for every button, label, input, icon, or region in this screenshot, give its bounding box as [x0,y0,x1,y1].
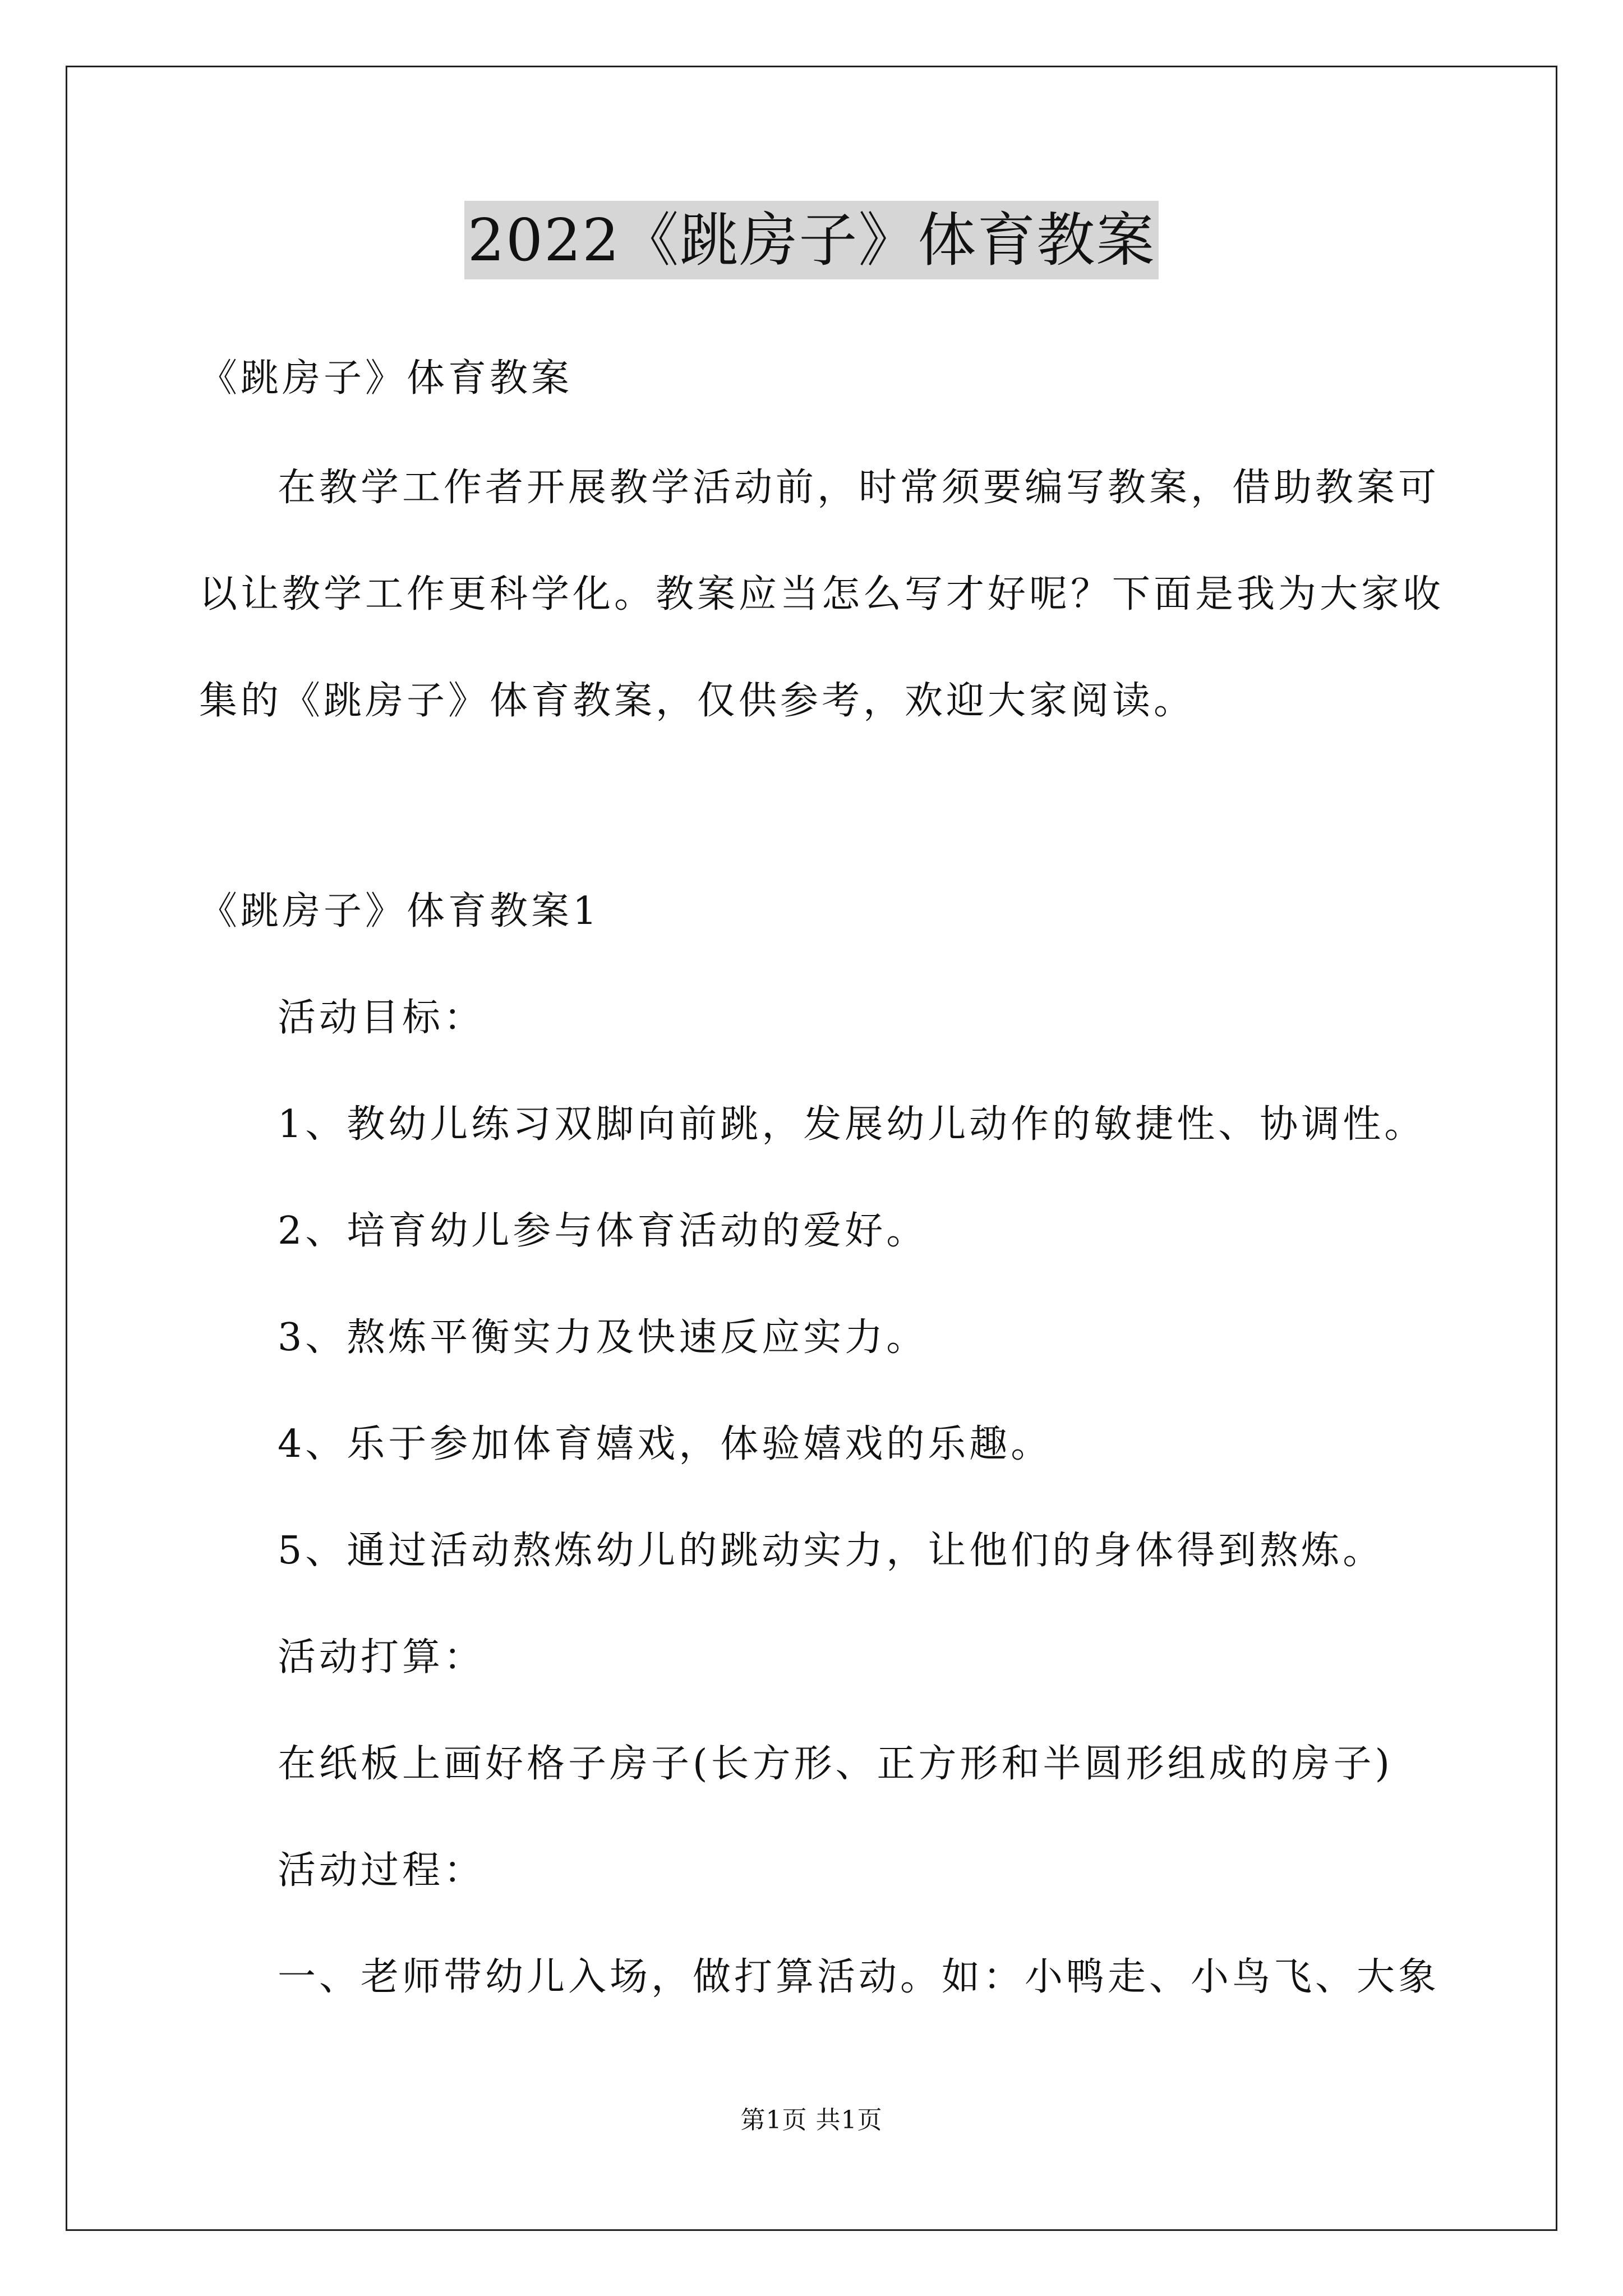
intro-line-3: 集的《跳房子》体育教案，仅供参考，欢迎大家阅读。 [199,679,1196,723]
title-container [0,201,1623,279]
page-footer: 第1页 共1页 [740,2106,883,2134]
intro-line-1: 在教学工作者开展教学活动前，时常须要编写教案，借助教案可 [278,466,1440,510]
objective-1: 1、教幼儿练习双脚向前跳，发展幼儿动作的敏捷性、协调性。 [278,1102,1426,1147]
document-title: 2022《跳房子》体育教案 [464,201,1159,279]
preparation-text: 在纸板上画好格子房子(长方形、正方形和半圆形组成的房子) [278,1742,1394,1786]
objective-2: 2、培育幼儿参与体育活动的爱好。 [278,1209,928,1253]
process-step-1: 一、老师带幼儿入场，做打算活动。如：小鸭走、小鸟飞、大象 [278,1955,1440,1999]
process-heading: 活动过程： [278,1848,486,1893]
intro-line-2: 以让教学工作更科学化。教案应当怎么写才好呢？下面是我为大家收 [199,572,1445,616]
section-heading: 《跳房子》体育教案1 [199,889,601,933]
subtitle-line: 《跳房子》体育教案 [199,356,573,401]
objectives-heading: 活动目标： [278,996,486,1040]
objective-3: 3、熬炼平衡实力及快速反应实力。 [278,1315,928,1360]
preparation-heading: 活动打算： [278,1635,486,1680]
objective-5: 5、通过活动熬炼幼儿的跳动实力，让他们的身体得到熬炼。 [278,1529,1385,1573]
objective-4: 4、乐于参加体育嬉戏，体验嬉戏的乐趣。 [278,1422,1053,1466]
